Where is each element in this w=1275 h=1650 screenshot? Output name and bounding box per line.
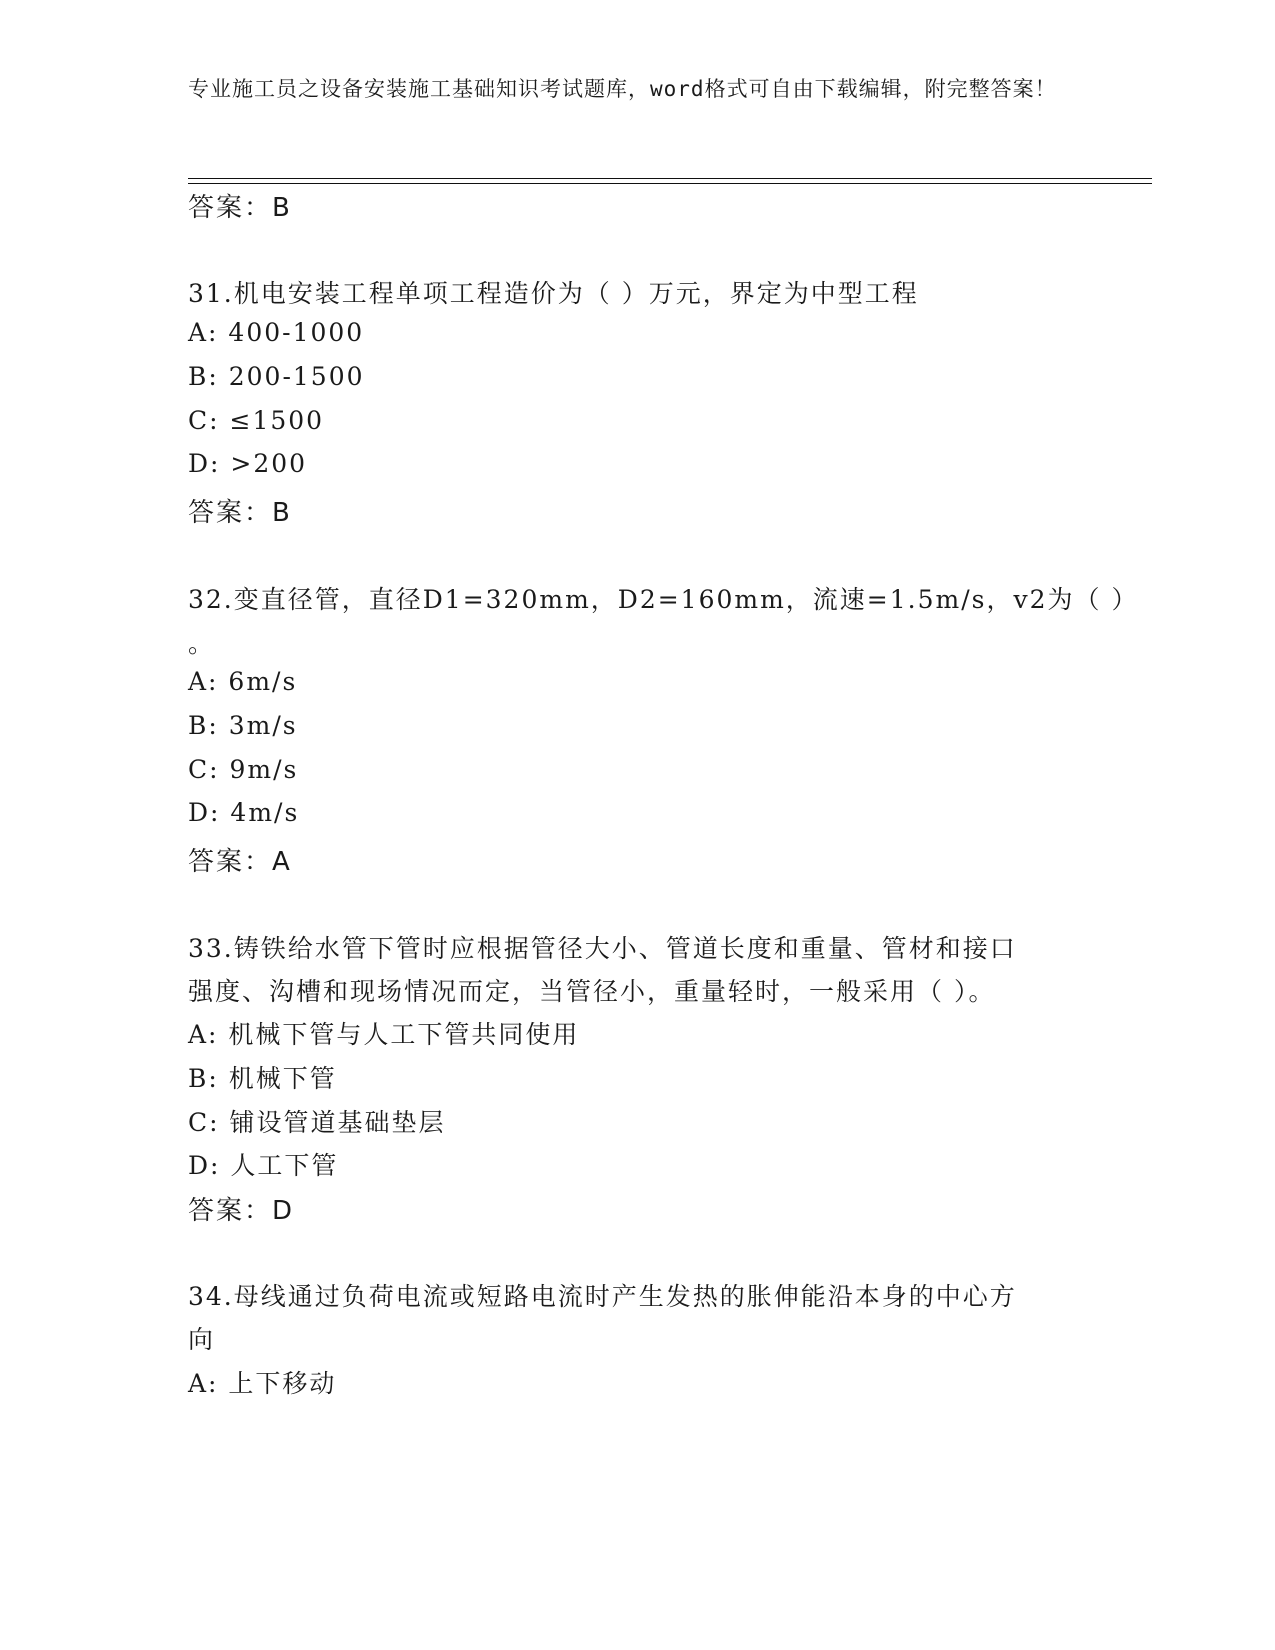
- answer: 答案：A: [188, 847, 292, 877]
- option-d: D: >200: [188, 449, 308, 478]
- option-a: A: 机械下管与人工下管共同使用: [188, 1020, 580, 1049]
- option-b: B: 机械下管: [188, 1064, 337, 1093]
- option-b: B: 3m/s: [188, 711, 298, 740]
- question-stem: 31.机电安装工程单项工程造价为（ ）万元，界定为中型工程: [188, 279, 919, 308]
- question-stem-continued: 强度、沟槽和现场情况而定，当管径小，重量轻时，一般采用（ ）。: [188, 977, 996, 1006]
- question-stem-continued: 向: [188, 1325, 216, 1354]
- header-divider-top: [188, 178, 1152, 179]
- option-c: C: 铺设管道基础垫层: [188, 1108, 446, 1137]
- option-b: B: 200-1500: [188, 362, 365, 391]
- answer: 答案：D: [188, 1196, 295, 1226]
- option-d: D: 人工下管: [188, 1151, 339, 1180]
- option-c: C: ≤1500: [188, 406, 325, 435]
- header-divider-bottom: [188, 183, 1152, 184]
- answer: 答案：B: [188, 498, 292, 528]
- option-a: A: 6m/s: [188, 667, 298, 696]
- document-header: 专业施工员之设备安装施工基础知识考试题库，word格式可自由下载编辑，附完整答案！: [188, 77, 1057, 101]
- option-c: C: 9m/s: [188, 755, 299, 784]
- question-stem: 32.变直径管，直径D1=320mm，D2=160mm，流速=1.5m/s，v2为（ ）: [188, 585, 1139, 614]
- previous-answer: 答案：B: [188, 193, 292, 223]
- question-stem: 33.铸铁给水管下管时应根据管径大小、管道长度和重量、管材和接口: [188, 934, 1017, 963]
- option-a: A: 上下移动: [188, 1369, 337, 1398]
- question-stem: 34.母线通过负荷电流或短路电流时产生发热的胀伸能沿本身的中心方: [188, 1282, 1017, 1311]
- option-a: A: 400-1000: [188, 318, 365, 347]
- question-stem-continued: 。: [188, 629, 216, 658]
- option-d: D: 4m/s: [188, 798, 300, 827]
